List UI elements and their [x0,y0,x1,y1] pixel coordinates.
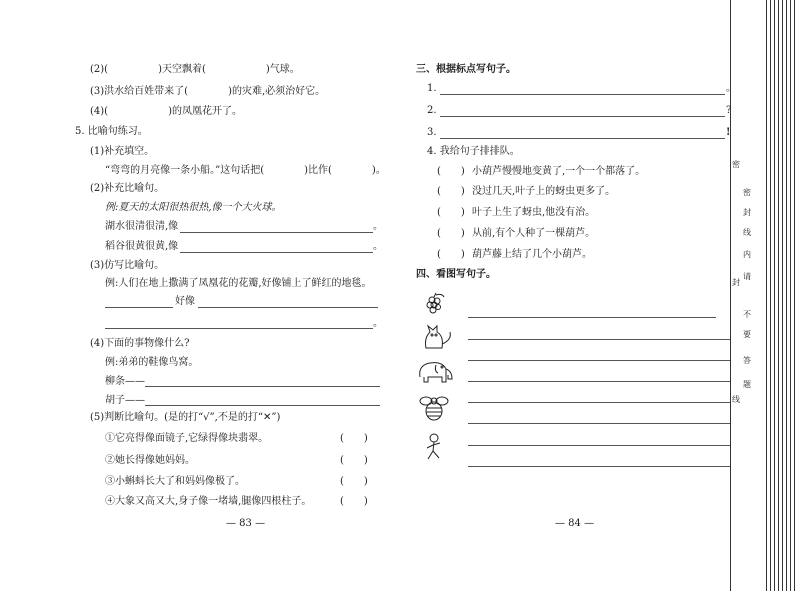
end-mark: 。 [373,241,383,252]
s3-end-1: 。 [726,83,736,94]
elephant-illustration [412,355,456,385]
judge-item-4: ④大象又高又大,身子像一堵墙,腿像四根柱子。 [105,496,312,507]
fox-illustration [412,322,456,352]
strip-line [730,0,731,591]
strip-mark-top: 密 [732,160,740,169]
answer-line[interactable] [105,328,373,329]
section-3-title: 三、根据标点写句子。 [416,64,516,75]
question-2: (2)( )天空飘着( )气球。 [90,64,300,75]
s5-3-haoxiang: 好像 [175,296,195,307]
answer-line[interactable] [180,232,373,233]
strip-char: 答 [743,356,751,365]
strip-char: 内 [743,250,751,259]
s3-item-2: 2. [427,105,437,116]
judge-item-3: ③小蝌蚪长大了和妈妈像极了。 [105,476,245,487]
order-paren[interactable]: ( ) [437,249,465,260]
strip-mark-low: 线 [732,395,740,404]
judge-paren[interactable]: ( ) [340,476,368,487]
s5-3-example: 例:人们在地上撒满了凤凰花的花瓣,好像铺上了鲜红的地毯。 [105,278,372,289]
order-paren[interactable]: ( ) [437,166,465,177]
answer-line[interactable] [105,307,173,308]
question-3: (3)洪水给百姓带来了( )的灾难,必须治好它。 [90,86,326,97]
answer-line[interactable] [468,360,730,361]
end-mark: 。 [373,221,383,232]
order-item-2: 没过几天,叶子上的蚜虫更多了。 [472,186,616,197]
judge-item-2: ②她长得像她妈妈。 [105,455,195,466]
binding-strip [730,0,800,591]
s5-1-title: (1)补充填空。 [90,146,155,157]
strip-line [790,0,791,591]
s5-2-b: 稻谷很黄很黄,像 [105,241,179,252]
strip-line [786,0,787,591]
s5-2-a: 湖水很清很清,像 [105,221,179,232]
answer-line[interactable] [468,445,730,446]
s5-4-b: 胡子—— [105,395,145,406]
answer-line[interactable] [145,405,380,406]
strip-char: 要 [743,330,751,339]
answer-line[interactable] [468,339,730,340]
judge-paren[interactable]: ( ) [340,496,368,507]
bee-illustration [412,393,456,423]
s5-5-title: (5)判断比喻句。(是的打“√”,不是的打“✕”) [90,412,281,423]
answer-line[interactable] [145,386,380,387]
answer-line[interactable] [468,466,730,467]
strip-char: 不 [743,310,751,319]
answer-line[interactable] [468,317,716,318]
section-5-title: 5. 比喻句练习。 [75,126,148,137]
s5-2-title: (2)补充比喻句。 [90,183,165,194]
grapes-illustration [412,292,456,322]
page-number: — 83 — [226,518,266,529]
answer-line[interactable] [440,116,725,117]
s3-end-3: ! [726,127,731,138]
s5-3-title: (3)仿写比喻句。 [90,260,165,271]
answer-line[interactable] [440,138,725,139]
strip-char: 题 [743,380,751,389]
answer-line[interactable] [440,94,725,95]
strip-line [782,0,783,591]
order-item-5: 葫芦藤上结了几个小葫芦。 [472,249,592,260]
s5-2-example: 例:夏天的太阳很热很热,像一个大火球。 [105,202,282,213]
strip-char: 请 [743,272,751,281]
s3-4-title: 4. 我给句子排排队。 [427,146,520,157]
strip-mark-mid: 封 [732,278,740,287]
answer-line[interactable] [468,423,730,424]
strip-char: 线 [743,228,751,237]
judge-paren[interactable]: ( ) [340,433,368,444]
answer-line[interactable] [468,402,730,403]
strip-line [766,0,767,591]
order-item-3: 叶子上生了蚜虫,他没有治。 [472,207,596,218]
strip-line [770,0,771,591]
judge-item-1: ①它亮得像面镜子,它绿得像块翡翠。 [105,433,269,444]
running-child-illustration [412,432,456,462]
s5-4-a: 柳条—— [105,376,145,387]
strip-line [794,0,795,591]
page-number: — 84 — [555,518,595,529]
strip-line [774,0,775,591]
s5-1-text: “弯弯的月亮像一条小船。”这句话把( )比作( )。 [105,165,386,176]
answer-line[interactable] [198,307,378,308]
end-mark: 。 [373,318,383,329]
strip-line [778,0,779,591]
order-paren[interactable]: ( ) [437,207,465,218]
section-4-title: 四、看图写句子。 [416,269,496,280]
answer-line[interactable] [468,381,730,382]
order-item-1: 小葫芦慢慢地变黄了,一个一个都落了。 [472,166,646,177]
strip-char: 密 [743,188,751,197]
answer-line[interactable] [180,252,373,253]
judge-paren[interactable]: ( ) [340,455,368,466]
s3-item-1: 1. [427,83,437,94]
strip-char: 封 [743,208,751,217]
s3-item-3: 3. [427,127,437,138]
question-4: (4)( )的凤凰花开了。 [90,106,242,117]
s5-4-title: (4)下面的事物像什么? [90,338,190,349]
order-item-4: 从前,有个人种了一棵葫芦。 [472,228,596,239]
s3-end-2: ? [726,105,732,116]
s5-4-example: 例:弟弟的鞋像鸟窝。 [105,357,199,368]
order-paren[interactable]: ( ) [437,228,465,239]
order-paren[interactable]: ( ) [437,186,465,197]
